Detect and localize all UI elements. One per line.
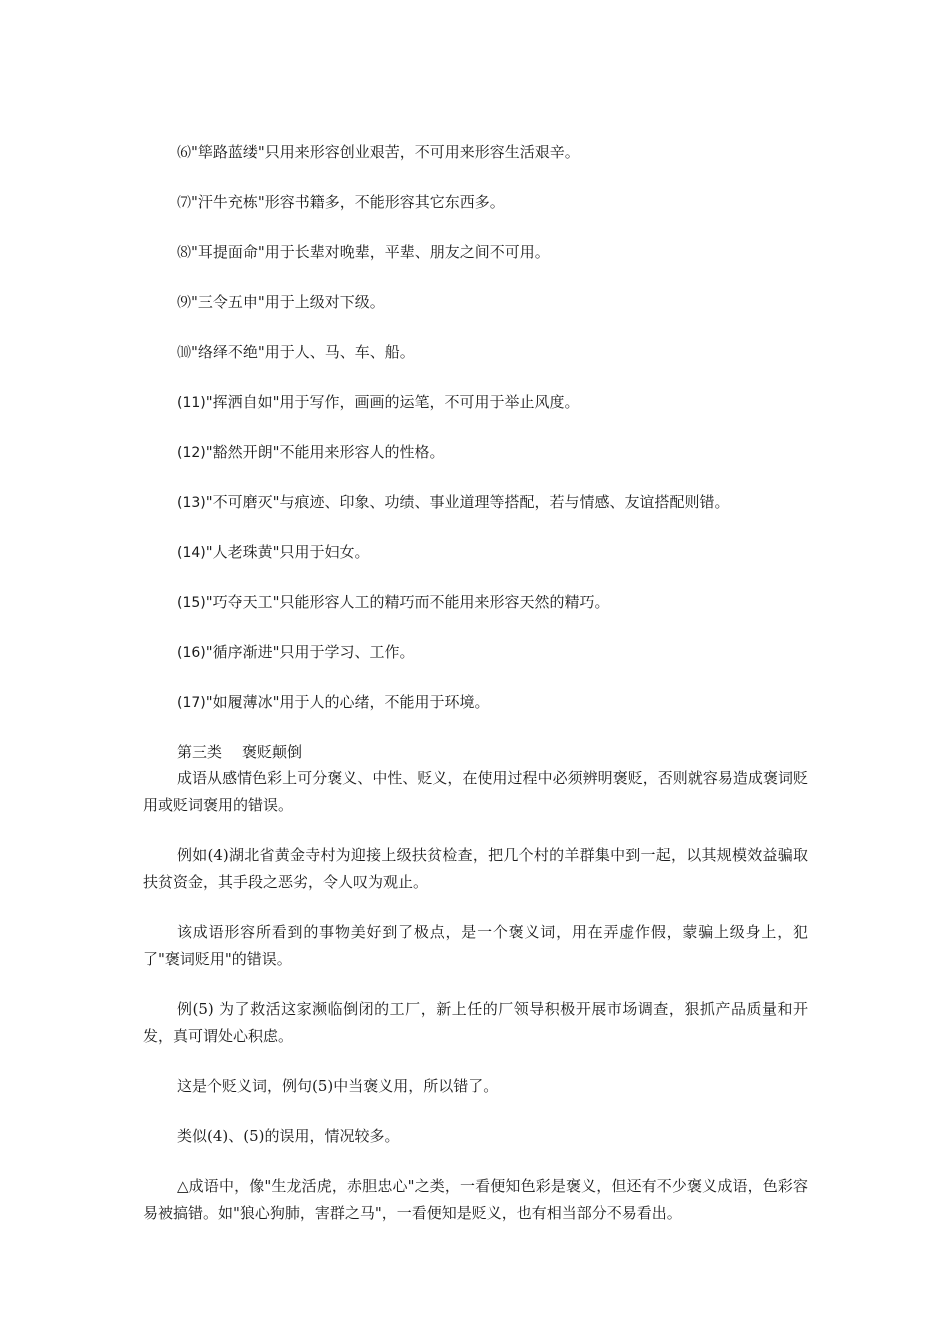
body-paragraph: △成语中，像"生龙活虎，赤胆忠心"之类，一看便知色彩是褒义，但还有不少褒义成语，色彩容易被搞错。如"狼心狗肺，害群之马"，一看便知是贬义，也有相当部分不易看出。 xyxy=(143,1177,808,1222)
section-label: 第三类 xyxy=(177,743,223,761)
rule-number: (16) xyxy=(177,645,206,661)
rule-text: "人老珠黄"只用于妇女。 xyxy=(205,543,370,561)
section-heading xyxy=(177,741,808,763)
rule-item xyxy=(177,441,808,463)
section-title: 褒贬颠倒 xyxy=(242,743,303,761)
rule-item xyxy=(177,541,808,563)
rule-number: (12) xyxy=(177,445,206,461)
rule-item xyxy=(177,691,808,713)
body-paragraph: 类似(4)、(5)的误用，情况较多。 xyxy=(177,1127,400,1145)
rule-number: ⑹ xyxy=(177,145,191,161)
rule-number: ⑻ xyxy=(177,245,191,261)
rule-item xyxy=(177,641,808,663)
body-paragraph: 例(5) 为了救活这家濒临倒闭的工厂，新上任的厂领导积极开展市场调查，狠抓产品质量和开发，真可谓处心积虑。 xyxy=(143,1000,808,1045)
rule-item xyxy=(177,241,808,263)
rule-number: (15) xyxy=(177,595,206,611)
rule-item xyxy=(177,341,808,363)
rule-text: "豁然开朗"不能用来形容人的性格。 xyxy=(205,443,445,461)
rule-item xyxy=(177,391,808,413)
rule-item xyxy=(177,291,808,313)
document-body xyxy=(143,141,808,1250)
rule-number: ⑺ xyxy=(177,195,191,211)
body-paragraph: 成语从感情色彩上可分褒义、中性、贬义，在使用过程中必须辨明褒贬，否则就容易造成褒词贬用或贬词褒用的错误。 xyxy=(143,769,808,814)
rule-text: "三令五申"用于上级对下级。 xyxy=(191,293,385,311)
rule-text: "循序渐进"只用于学习、工作。 xyxy=(205,643,415,661)
rule-number: ⑽ xyxy=(177,345,191,361)
rule-text: "如履薄冰"用于人的心绪，不能用于环境。 xyxy=(205,693,490,711)
rule-number: ⑼ xyxy=(177,295,191,311)
rule-number: (11) xyxy=(177,395,206,411)
rule-item xyxy=(177,191,808,213)
rule-number: (14) xyxy=(177,545,206,561)
body-paragraph: 这是个贬义词，例句(5)中当褒义用，所以错了。 xyxy=(177,1077,499,1095)
rule-item xyxy=(177,141,808,163)
rule-text: "耳提面命"用于长辈对晚辈，平辈、朋友之间不可用。 xyxy=(191,243,550,261)
rule-text: "不可磨灭"与痕迹、印象、功绩、事业道理等搭配，若与情感、友谊搭配则错。 xyxy=(205,493,730,511)
rule-text: "络绎不绝"用于人、马、车、船。 xyxy=(191,343,415,361)
body-paragraph: 该成语形容所看到的事物美好到了极点，是一个褒义词，用在弄虚作假，蒙骗上级身上，犯了"褒词贬用"的错误。 xyxy=(143,923,808,968)
rule-item xyxy=(177,591,808,613)
rule-text: "挥洒自如"用于写作，画画的运笔，不可用于举止风度。 xyxy=(205,393,580,411)
rule-text: "巧夺天工"只能形容人工的精巧而不能用来形容天然的精巧。 xyxy=(205,593,610,611)
rule-number: (17) xyxy=(177,695,206,711)
rule-text: "汗牛充栋"形容书籍多，不能形容其它东西多。 xyxy=(191,193,505,211)
rule-item xyxy=(177,491,808,513)
body-paragraph: 例如(4)湖北省黄金寺村为迎接上级扶贫检查，把几个村的羊群集中到一起，以其规模效益骗取扶贫资金，其手段之恶劣，令人叹为观止。 xyxy=(143,846,808,891)
rule-text: "筚路蓝缕"只用来形容创业艰苦，不可用来形容生活艰辛。 xyxy=(191,143,580,161)
rule-number: (13) xyxy=(177,495,206,511)
